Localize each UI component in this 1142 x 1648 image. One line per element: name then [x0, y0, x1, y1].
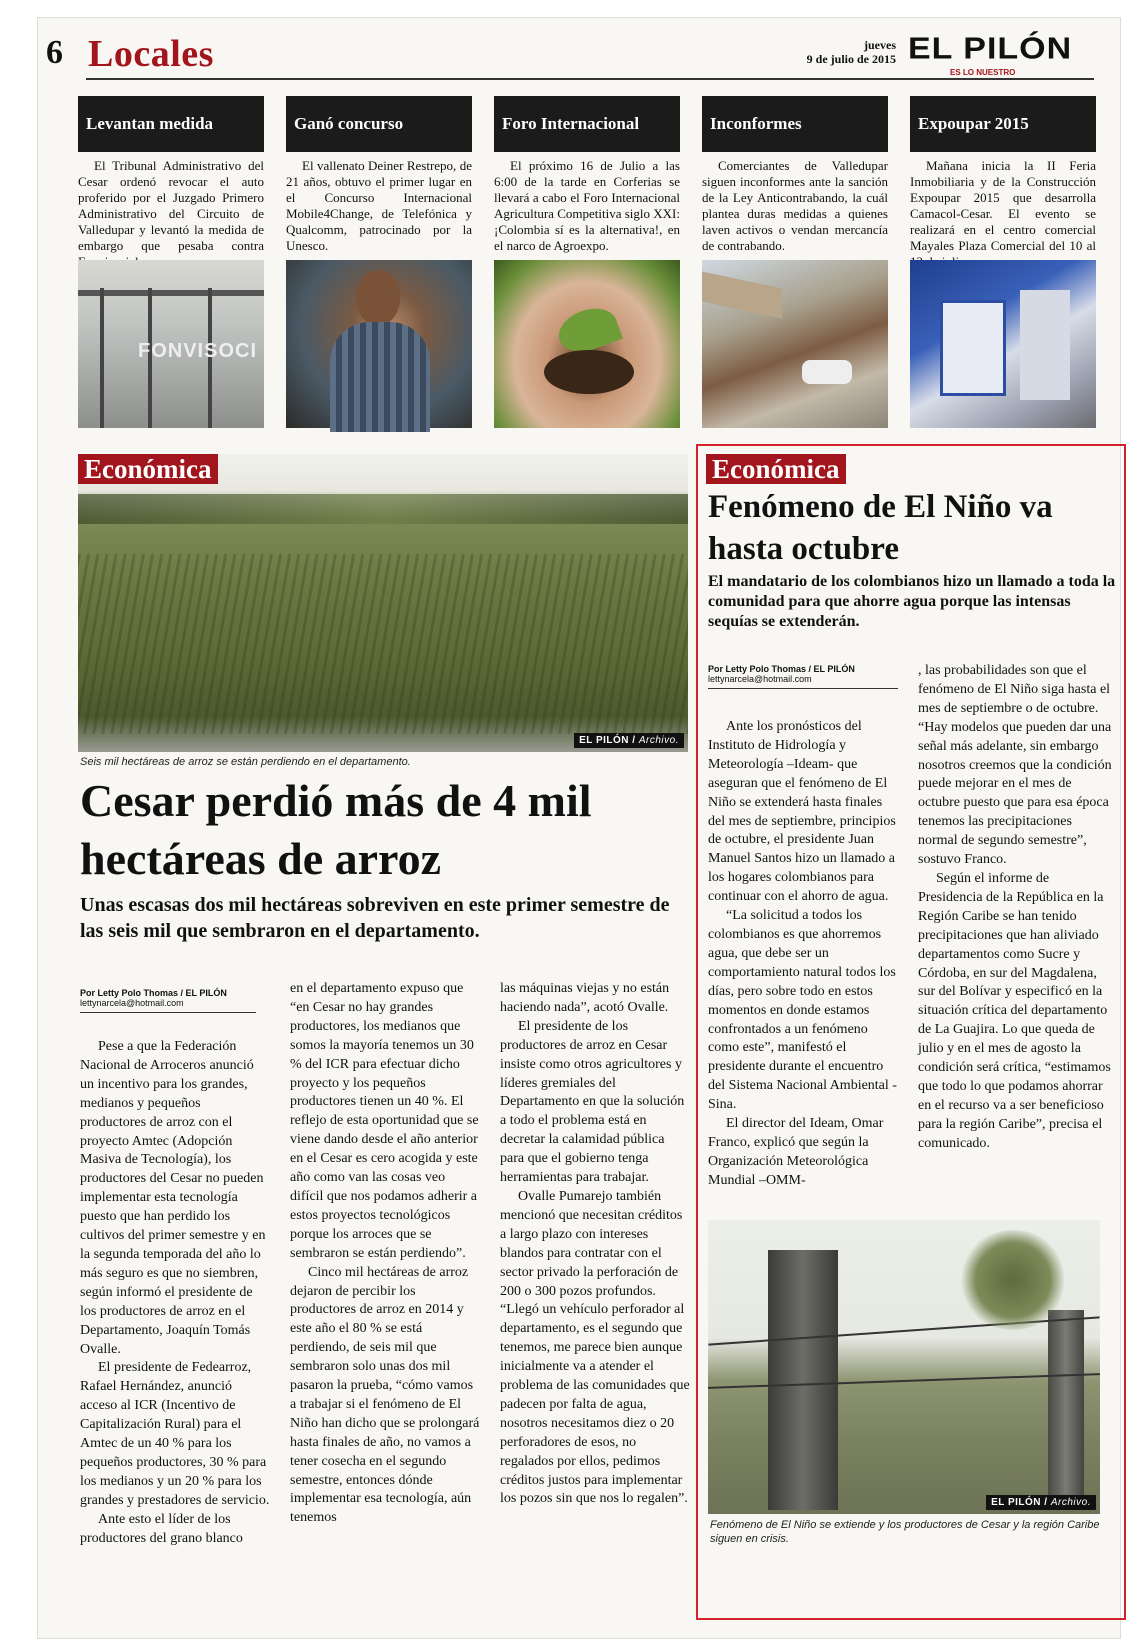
paragraph: Ante esto el líder de los productores del grano blanco — [80, 1511, 243, 1546]
brief-text: El Tribunal Administrativo del Cesar ordenó revocar el auto proferido por el Juzgado Primero Administrativo del Circuito de Valledupar y levantó la medida de embargo que pesaba contra — [78, 158, 264, 253]
paragraph: las máquinas viejas y no están haciendo nada”, acotó Ovalle. — [500, 981, 670, 1015]
brief-photo — [910, 260, 1096, 428]
section-title: Locales — [88, 33, 214, 75]
side-headline: Fenómeno de El Niño va hasta octubre — [708, 489, 1053, 567]
paragraph: Pese a que la Federación Nacional de Arroceros anunció un incentivo para los grandes, medianos y pequeños productores de arroz con el proyecto Amtec (Adopción Masiva de Tecnología), los productores del Cesar no pueden implementar esta tecnología puesto que han perdido los cultivos del primer semestre y en la segunda temporada del año lo más seguro es que no siembren, según informó el presidente de los productores de arroz en el Departamento, Joaquín Tomás Ovalle. — [80, 1039, 266, 1357]
side-subhead: El mandatario de los colombianos hizo un llamado a toda la comunidad para que ahorre agua porque las intensas sequías se extenderán. — [708, 573, 1116, 630]
main-column-3 — [500, 980, 690, 1509]
paragraph: Según el informe de Presidencia de la República en la Región Caribe se han tenido precipitaciones que han aliviado departamentos como Sucre y Córdoba, en sur del Magdalena, sur del Bolívar y especificó en la situación crítica del departamento de La Guajira. Lo que queda de julio y en el mes de agosto la condición será crítica, “estimamos que todo lo que podamos ahorrar en el recurso va a ser beneficioso para la región Caribe”, precisa el comunicado. — [918, 870, 1111, 1151]
newspaper-logo — [908, 31, 1108, 77]
paragraph: Cinco mil hectáreas de arroz dejaron de percibir los productores de arroz en 2014 y este año el 80 % se está perdiendo, de seis mil que sembraron solo unas dos mil pasaron la prueba, “cómo vamos a trabajar si el fenómeno de El Niño han dicho que se prolongará hasta finales de año, no vamos a tener cosecha en el segundo semestre, entonces dónde implementar esa tecnología, aún tenemos — [290, 1264, 480, 1526]
side-photo-caption: Fenómeno de El Niño se extiende y los productores de Cesar y la región Caribe siguen en crisis. — [710, 1519, 1100, 1545]
side-photo — [708, 1220, 1100, 1514]
brief-photo — [494, 260, 680, 428]
byline: Por Letty Polo Thomas / EL PILÓN — [80, 988, 227, 998]
side-column-1 — [708, 718, 902, 1191]
brief-foro-internacional — [494, 96, 680, 428]
brief-text: El próximo 16 de Julio a las 6:00 de la tarde en Corferias se llevará a cabo el Foro Internacional Agricultura Competitiva siglo XXI: ¡Colombia sí es la alternativa!, en el narco de Agroexpo. — [494, 158, 680, 253]
header-divider — [86, 78, 1094, 80]
main-photo-caption: Seis mil hectáreas de arroz se están perdiendo en el departamento. — [80, 756, 411, 768]
byline: Por Letty Polo Thomas / EL PILÓN — [708, 664, 855, 674]
logo-text: EL PILÓN — [908, 31, 1073, 66]
main-column-1 — [80, 1038, 270, 1548]
author-email: lettynarcela@hotmail.com — [708, 674, 898, 689]
paragraph: Ovalle Pumarejo también mencionó que necesitan créditos a largo plazo con intereses blandos para contratar con el sector privado la perforación de 200 o 300 pozos profundos. “Llegó un vehículo perforador al departamento, es el segundo que tenemos, me parece bien aunque inicialmente va a atender el problema de las comunidades que padecen por falta de agua, nosotros necesitamos diez o 20 perforadores de esos, no regalados por ellos, pedimos créditos justos para implementar los pozos sin que nos lo regalen”. — [500, 1188, 690, 1507]
paragraph: “La solicitud a todos los colombianos es que ahorremos agua, que debe ser un comportamiento natural todos los días, pero sobre todo en estos momentos en donde estamos confrontados a un fenómeno como este”, manifestó el presidente durante el encuentro del Sistema Nacional Ambiental -Sina. — [708, 908, 897, 1113]
paragraph: El presidente de los productores de arroz en Cesar insiste como otros agricultores y líderes gremiales del Departamento en que la solución a todo el problema está en decretar la calamidad pública para que el gobierno tenga herramientas para trabajar. — [500, 1018, 685, 1186]
photo-credit-name: EL PILÓN — [579, 735, 630, 746]
main-photo — [78, 454, 688, 752]
brief-photo — [286, 260, 472, 428]
brief-tag: Levantan medida — [78, 96, 264, 152]
brief-tag: Inconformes — [702, 96, 888, 152]
photo-credit: EL PILÓN / Archivo. — [574, 733, 684, 748]
brief-text: Comerciantes de Valledupar siguen inconformes ante la sanción de la Ley Anticontrabando, la cuál plantea duras medidas a quienes laven activos o vendan mercancía de contrabando. — [702, 158, 888, 253]
side-column-2 — [918, 662, 1112, 1154]
photo-credit-source: Archivo. — [1050, 1497, 1091, 1508]
photo-credit-source: Archivo. — [638, 735, 679, 746]
main-byline-block — [80, 988, 256, 1013]
main-subhead: Unas escasas dos mil hectáreas sobreviven en este primer semestre de las seis mil que sembraron en el departamento. — [80, 894, 670, 942]
side-byline-block — [708, 664, 898, 689]
page-number: 6 — [46, 34, 63, 71]
brief-tag: Ganó concurso — [286, 96, 472, 152]
paragraph: El director del Ideam, Omar Franco, explicó que según la Organización Meteorológica Mundial –OMM- — [708, 1116, 884, 1188]
main-column-2 — [290, 980, 480, 1528]
paragraph: , las probabilidades son que el fenómeno de El Niño siga hasta el mes de septiembre o de octubre. “Hay modelos que pueden dar una señal más adelante, sin embargo nosotros creemos que la condición puede mejorar en el mes de octubre puesto que para esa época tenemos las precipitaciones normal de segundo semestre”, sostuvo Franco. — [918, 663, 1112, 868]
main-headline: Cesar perdió más de 4 mil hectáreas de arroz — [80, 775, 592, 884]
photo-credit-name: EL PILÓN — [991, 1497, 1042, 1508]
page-header — [46, 30, 1096, 76]
brief-expoupar — [910, 96, 1096, 428]
brief-tag: Expoupar 2015 — [910, 96, 1096, 152]
brief-inconformes — [702, 96, 888, 428]
issue-date — [766, 38, 896, 66]
section-label-economica-right: Económica — [706, 454, 846, 484]
brief-photo — [78, 260, 264, 428]
brief-gano-concurso — [286, 96, 472, 428]
brief-levantan-medida — [78, 96, 264, 428]
brief-text: Mañana inicia la II Feria Inmobiliaria y de la Construcción Expoupar 2015 que desarrolla Camacol-Cesar. El evento se realizará en el centro comercial Mayales Plaza Comercial del 10 al — [910, 158, 1096, 253]
brief-tag: Foro Internacional — [494, 96, 680, 152]
paragraph: en el departamento expuso que “en Cesar no hay grandes productores, los medianos que somos la mayoría tenemos un 30 % del ICR para efectuar dicho proyecto y los pequeños productores tienen un 40 %. El reflejo de esta oportunidad que se viene dando desde el año anterior en el Cesar es cero acogida y este año como van las cosas veo difícil que nos podamos adherir a estos proyectos tecnológicos porque los arroces que se sembraron se están perdiendo”. — [290, 981, 479, 1261]
brief-photo — [702, 260, 888, 428]
paragraph: El presidente de Fedearroz, Rafael Hernández, anunció acceso al ICR (Incentivo de Capitalización Rural) para el Amtec de un 40 % para los pequeños productores, 30 % para los medianos y un 20 % para los grandes y prestadores de servicio. — [80, 1360, 270, 1508]
photo-credit: EL PILÓN / Archivo. — [986, 1495, 1096, 1510]
photo-sign-text: FONVISOCI — [138, 340, 258, 362]
section-label-economica: Económica — [78, 454, 218, 484]
author-email: lettynarcela@hotmail.com — [80, 998, 256, 1013]
issue-date-text: 9 de julio de 2015 — [806, 52, 896, 66]
logo-tagline: ES LO NUESTRO — [950, 68, 1016, 77]
paragraph: Ante los pronósticos del Instituto de Hidrología y Meteorología –Ideam- que aseguran que el fenómeno de El Niño se extenderá hasta finales del mes de septiembre, principios de octubre, el presidente Juan Manuel Santos hizo un llamado a los hogares colombianos para continuar con el ahorro de agua. — [708, 719, 896, 905]
issue-day: jueves — [864, 38, 896, 52]
brief-text: El vallenato Deiner Restrepo, de 21 años, obtuvo el primer lugar en el Concurso Internacional Mobile4Change, de Telefónica y Qualcomm, patrocinado por la Unesco. — [286, 158, 472, 253]
